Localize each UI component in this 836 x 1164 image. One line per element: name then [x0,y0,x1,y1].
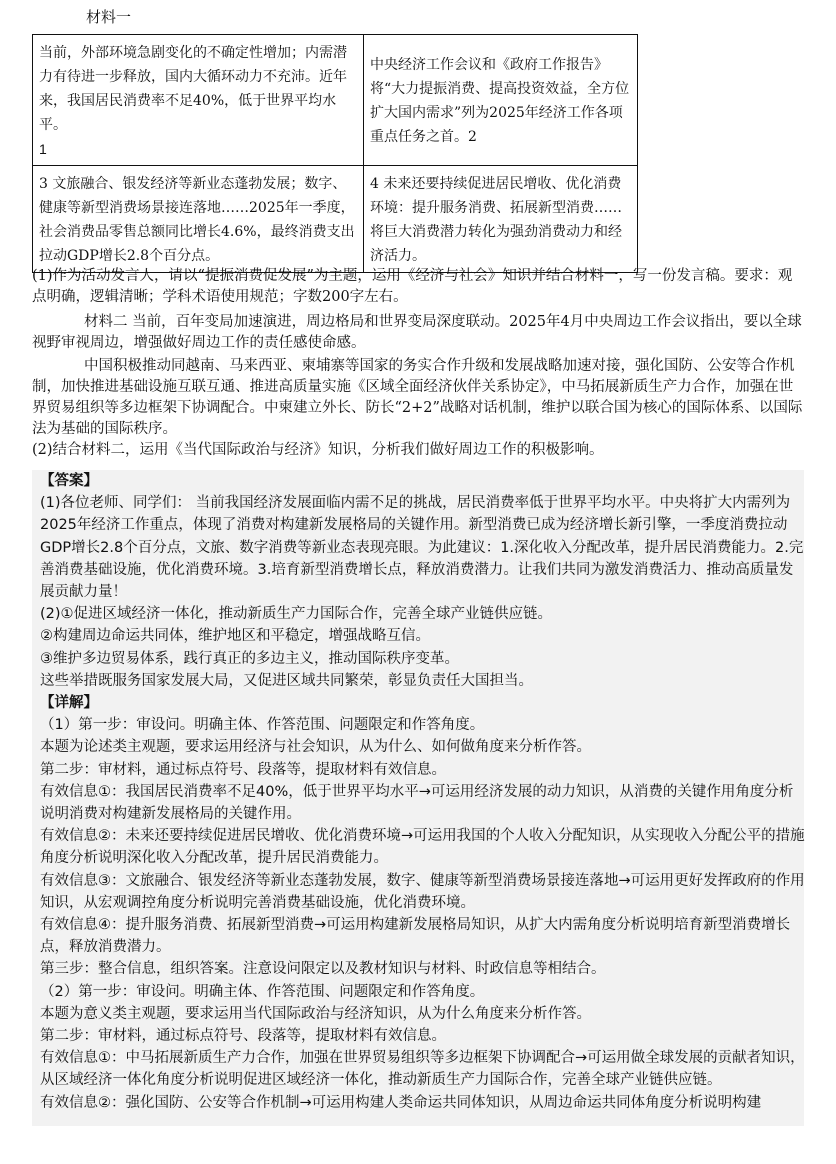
answer-2-point-2: ②构建周边命运共同体，维护地区和平稳定，增强战略互信。 [40,628,430,645]
detail-line: （1）第一步：审设问。明确主体、作答范围、问题限定和作答角度。 [40,717,485,734]
question-section [32,266,804,461]
detail-line: 有效信息②：强化国防、公安等合作机制→可运用构建人类命运共同体知识，从周边命运共同体角度分析说明构建 [40,1094,762,1111]
detail-line: 有效信息①：中马拓展新质生产力合作，加强在世界贸易组织等多边框架下协调配合→可运用做全球发展的贡献者知识，从区域经济一体化角度分析说明促进区域经济一体化，推动新质生产力国际合作，完善全球产业链供应链。 [40,1050,805,1089]
material1-cell-3-text: 3 文旅融合、银发经济等新业态蓬勃发展；数字、健康等新型消费场景接连落地……2025年一季度，社会消费品零售总额同比增长4.6%，最终消费支出拉动GDP增长2.8个百分点。 [39,176,355,264]
answer-2-point-3: ③维护多边贸易体系，践行真正的多边主义，推动国际秩序变革。 [40,650,459,667]
material2-para-1: 材料二 当前，百年变局加速演进，周边格局和世界变局深度联动。2025年4月中央周边工作会议指出，要以全球视野审视周边，增强做好周边工作的责任感使命感。 [32,314,802,351]
material1-cell-2 [364,35,638,166]
detail-line: 本题为论述类主观题，要求运用经济与社会知识，从为什么、如何做角度来分析作答。 [40,739,591,756]
detail-header: 【详解】 [40,695,98,712]
detail-line: 有效信息④：提升服务消费、拓展新型消费→可运用构建新发展格局知识，从扩大内需角度分析说明培育新型消费增长点，释放消费潜力。 [40,917,791,956]
answer-1: (1)各位老师、同学们： 当前我国经济发展面临内需不足的挑战，居民消费率低于世界平均水平。中央将扩大内需列为2025年经济工作重点，体现了消费对构建新发展格局的关键作用。新型消费已成为经济增长新引擎，一季度消费拉动GDP增长2.8个百分点，文旅、数字消费等新业态表现亮眼。为此建议：1.深化收入分配改革，提升居民消费能力。2.完善消费基础设施，优化消费环境。3.培育新型消费增长点，释放消费潜力。让我们共同为激发消费活力、推动高质量发展贡献力量！ [40,495,804,601]
material1-table [32,34,638,273]
question-2: (2)结合材料二，运用《当代国际政治与经济》知识，分析我们做好周边工作的积极影响。 [32,442,604,458]
material1-cell-4 [364,166,638,273]
material2-para-2: 中国积极推动同越南、马来西亚、柬埔寨等国家的务实合作升级和发展战略加速对接，强化国防、公安等合作机制，加快推进基础设施互联互通、推进高质量实施《区域全面经济伙伴关系协定》，中马拓展新质生产力合作，加强在世界贸易组织等多边框架下协调配合。中柬建立外长、防长“2+2”战略对话机制，维护以联合国为核心的国际体系、以国际法为基础的国际秩序。 [32,358,803,437]
detail-line: 第二步：审材料，通过标点符号、段落等，提取材料有效信息。 [40,1028,446,1045]
answer-section [40,470,806,1114]
answer-2-summary: 这些举措既服务国家发展大局，又促进区域共同繁荣，彰显负责任大国担当。 [40,672,533,689]
answer-header: 【答案】 [40,473,98,489]
material1-cell-1-text: 当前，外部环境急剧变化的不确定性增加；内需潜力有待进一步释放，国内大循环动力不充沛。近年来，我国居民消费率不足40%，低于世界平均水平。 [39,45,347,133]
material1-title: 材料一 [86,8,132,26]
question-1: (1)作为活动发言人，请以“提振消费促发展”为主题，运用《经济与社会》知识并结合材料一，写一份发言稿。要求：观点明确，逻辑清晰；学科术语使用规范；字数200字左右。 [32,268,793,305]
detail-line: 有效信息③：文旅融合、银发经济等新业态蓬勃发展，数字、健康等新型消费场景接连落地→可运用更好发挥政府的作用知识，从宏观调控角度分析说明完善消费基础设施，优化消费环境。 [40,872,805,911]
detail-line: （2）第一步：审设问。明确主体、作答范围、问题限定和作答角度。 [40,983,485,1000]
material1-cell-1-number: 1 [39,141,47,157]
answer-2-point-1: (2)①促进区域经济一体化，推动新质生产力国际合作，完善全球产业链供应链。 [40,606,553,623]
detail-line: 有效信息①：我国居民消费率不足40%，低于世界平均水平→可运用经济发展的动力知识，从消费的关键作用角度分析说明消费对构建新发展格局的关键作用。 [40,783,794,823]
material1-cell-1 [33,35,364,166]
detail-line: 第二步：审材料，通过标点符号、段落等，提取材料有效信息。 [40,761,446,778]
detail-line: 有效信息②：未来还要持续促进居民增收、优化消费环境→可运用我国的个人收入分配知识，从实现收入分配公平的措施角度分析说明深化收入分配改革，提升居民消费能力。 [40,828,805,867]
material1-cell-2-text: 中央经济工作会议和《政府工作报告》将“大力提振消费、提高投资效益，全方位扩大国内需求”列为2025年经济工作各项重点任务之首。2 [370,57,630,145]
material1-cell-4-text: 4 未来还要持续促进居民增收、优化消费环境：提升服务消费、拓展新型消费……将巨大消费潜力转化为强劲消费动力和经济活力。 [370,176,622,264]
material1-cell-3 [33,166,364,273]
detail-line: 本题为意义类主观题，要求运用当代国际政治与经济知识，从为什么角度来分析作答。 [40,1005,591,1022]
detail-line: 第三步：整合信息，组织答案。注意设问限定以及教材知识与材料、时政信息等相结合。 [40,961,606,978]
